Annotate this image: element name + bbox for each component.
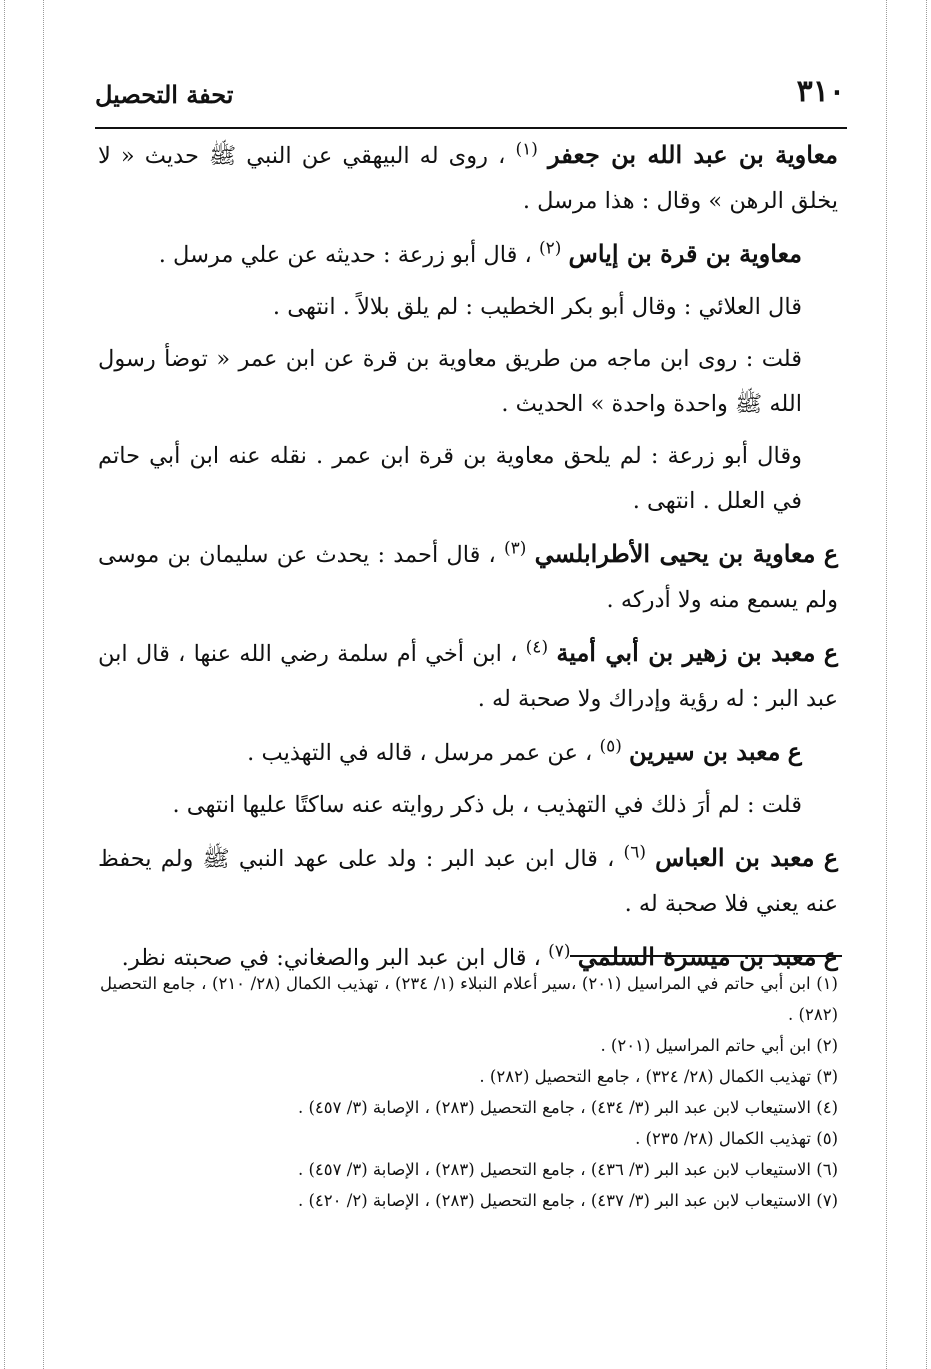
footnote: (٧) الاستيعاب لابن عبد البر (٣/ ٤٣٧) ، جامع التحصيل (٢٨٣) ، الإصابة (٢/ ٤٢٠) . [297,1191,838,1210]
entry [98,783,838,828]
entry [98,285,838,330]
main-text [98,132,838,988]
entry-text: ، قال أحمد : يحدث عن سليمان بن موسى ولم يسمع منه ولا أدركه . [98,542,838,613]
entry [98,434,838,524]
entry-text: ، قال ابن عبد البر والصغاني: في صحبته نظر. [121,945,541,971]
footnote-ref: (٤) [525,637,549,658]
entry-symbol: ع [823,942,838,971]
footnote: (١) ابن أبي حاتم في المراسيل (٢٠١) ،سير أعلام النبلاء (١/ ٢٣٤) ، تهذيب الكمال (٢٨/ ٢١٠) ، جامع التحصيل (٢٨٢) . [100,974,838,1024]
scan-artifact-line [926,0,927,1369]
entry-text: ، ابن أخي أم سلمة رضي الله عنها ، قال ابن عبد البر : له رؤية وإدراك ولا صحبة له . [98,641,838,712]
scan-artifact-line [43,0,44,1369]
narrator-name: معبد بن زهير بن أبي أمية [556,638,816,667]
entry [98,531,838,623]
footnotes [100,968,838,1216]
footnote: (٤) الاستيعاب لابن عبد البر (٣/ ٤٣٤) ، جامع التحصيل (٢٨٣) ، الإصابة (٣/ ٤٥٧) . [297,1098,838,1117]
running-title: تحفة التحصيل [95,80,234,109]
footnote-ref: (٥) [599,736,622,757]
footnote-ref: (١) [515,139,538,160]
entry [98,835,838,927]
entry-text: قلت : لم أرَ ذلك في التهذيب ، بل ذكر روايته عنه ساكتًا عليها انتهى . [172,792,802,818]
page-header [95,72,845,122]
narrator-name: معاوية بن قرة بن إياس [568,239,802,268]
entry-symbol: ع [823,843,839,872]
footnote-rule [570,955,842,957]
narrator-name: معاوية بن عبد الله بن جعفر [548,140,839,169]
entry [98,231,838,278]
entry [98,729,838,776]
scan-artifact-line [4,0,5,1369]
footnote: (٦) الاستيعاب لابن عبد البر (٣/ ٤٣٦) ، جامع التحصيل (٢٨٣) ، الإصابة (٣/ ٤٥٧) . [297,1160,838,1179]
page-number: ٣١٠ [796,74,845,109]
entry-text: وقال أبو زرعة : لم يلحق معاوية بن قرة ابن عمر . نقله عنه ابن أبي حاتم في العلل . انتهى . [98,443,802,514]
entry-text: ، روى له البيهقي عن النبي ﷺ حديث « لا يخلق الرهن » وقال : هذا مرسل . [98,143,838,214]
entry [98,337,838,427]
entry-text: قلت : روى ابن ماجه من طريق معاوية بن قرة عن ابن عمر « توضأ رسول الله ﷺ واحدة واحدة » الحديث . [98,346,802,417]
entry-text: ، عن عمر مرسل ، قاله في التهذيب . [247,740,593,766]
footnote: (٥) تهذيب الكمال (٢٨/ ٢٣٥) . [635,1129,838,1148]
footnote-ref: (٣) [504,538,527,559]
footnote: (٢) ابن أبي حاتم المراسيل (٢٠١) . [600,1036,838,1055]
narrator-name: معاوية بن يحيى الأطرابلسي [534,539,816,568]
footnote-ref: (٧) [548,941,571,962]
header-rule [95,127,847,129]
footnote: (٣) تهذيب الكمال (٢٨/ ٣٢٤) ، جامع التحصيل (٢٨٢) . [479,1067,838,1086]
footnote-ref: (٦) [623,842,646,863]
entry [98,132,838,224]
narrator-name: معبد بن العباس [655,843,815,872]
entry-symbol: ع [787,737,802,766]
entry-symbol: ع [823,638,839,667]
narrator-name: معبد بن سيرين [629,737,781,766]
scan-artifact-line [886,0,887,1369]
footnote-ref: (٢) [538,238,562,259]
entry-text: ، قال أبو زرعة : حديثه عن علي مرسل . [158,242,532,268]
narrator-name: معبد بن ميسرة السلمي [577,942,817,971]
entry-text: ، قال ابن عبد البر : ولد على عهد النبي ﷺ ولم يحفظ عنه يعني فلا صحبة له . [98,846,838,917]
entry [98,630,838,722]
entry-symbol: ع [823,539,839,568]
entry-text: قال العلائي : وقال أبو بكر الخطيب : لم يلق بلالاً . انتهى . [272,294,802,320]
